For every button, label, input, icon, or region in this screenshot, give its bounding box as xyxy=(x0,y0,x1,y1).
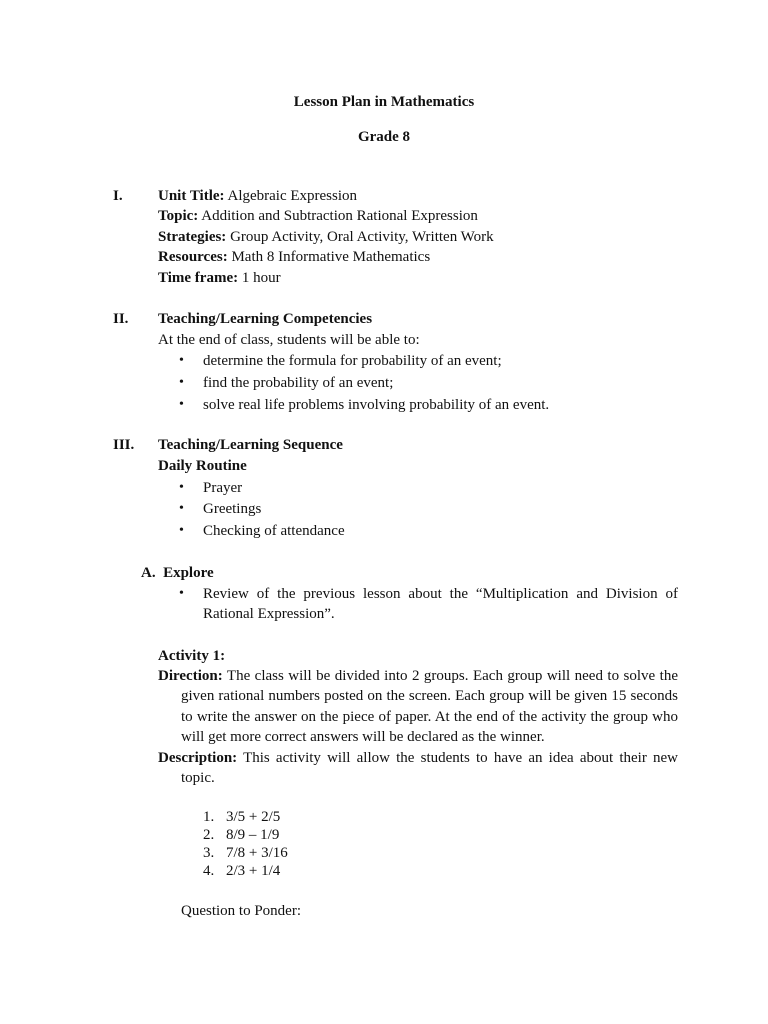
topic-line: Topic: Addition and Subtraction Rational Expression xyxy=(158,208,478,224)
section-3-heading: Teaching/Learning Sequence xyxy=(158,437,343,453)
strategies-line: Strategies: Group Activity, Oral Activity, Written Work xyxy=(158,229,494,245)
explore-heading: A. Explore xyxy=(141,565,214,581)
section-1-numeral: I. xyxy=(113,188,123,204)
section-3-numeral: III. xyxy=(113,437,135,453)
direction-line-4: will get more correct answers will be declared as the winner. xyxy=(181,729,545,745)
bullet-icon: • xyxy=(179,523,184,538)
routine-item: Prayer xyxy=(203,480,243,496)
bullet-icon: • xyxy=(179,375,184,390)
problem-item: 3/5 + 2/5 xyxy=(226,809,281,825)
routine-item: Checking of attendance xyxy=(203,523,345,539)
direction-line-1: Direction: The class will be divided into 2 groups. Each group will need to solve the xyxy=(158,668,678,684)
unit-title-line: Unit Title: Algebraic Expression xyxy=(158,188,358,204)
routine-item: Greetings xyxy=(203,501,262,517)
question-to-ponder: Question to Ponder: xyxy=(181,903,301,919)
competency-item: solve real life problems involving probability of an event. xyxy=(203,397,550,413)
section-2-intro: At the end of class, students will be able to: xyxy=(158,332,420,348)
direction-line-3: to write the answer on the piece of paper. At the end of the activity the group who xyxy=(181,709,678,725)
direction-line-2: given rational numbers posted on the screen. Each group will be given 15 seconds xyxy=(181,688,678,704)
bullet-icon: • xyxy=(179,480,184,495)
section-2-heading: Teaching/Learning Competencies xyxy=(158,311,373,327)
description-line-1: Description: This activity will allow the students to have an idea about their new xyxy=(158,750,679,766)
time-frame-line: Time frame: 1 hour xyxy=(158,270,281,286)
problem-number: 4. xyxy=(203,863,215,879)
problem-item: 2/3 + 1/4 xyxy=(226,863,281,879)
bullet-icon: • xyxy=(179,586,184,601)
bullet-icon: • xyxy=(179,353,184,368)
problem-number: 2. xyxy=(203,827,215,843)
grade-label: Grade 8 xyxy=(357,129,411,145)
competency-item: determine the formula for probability of an event; xyxy=(203,353,502,369)
problem-item: 7/8 + 3/16 xyxy=(226,845,288,861)
problem-number: 3. xyxy=(203,845,215,861)
bullet-icon: • xyxy=(179,501,184,516)
problem-number: 1. xyxy=(203,809,215,825)
competency-item: find the probability of an event; xyxy=(203,375,394,391)
description-line-2: topic. xyxy=(181,770,215,786)
daily-routine-heading: Daily Routine xyxy=(158,458,247,474)
page-title: Lesson Plan in Mathematics xyxy=(293,94,475,110)
problem-item: 8/9 – 1/9 xyxy=(226,827,280,843)
explore-review-line-2: Rational Expression”. xyxy=(203,606,335,622)
bullet-icon: • xyxy=(179,397,184,412)
activity-title: Activity 1: xyxy=(158,648,226,664)
section-2-numeral: II. xyxy=(113,311,129,327)
resources-line: Resources: Math 8 Informative Mathematics xyxy=(158,249,431,265)
explore-review-line-1: Review of the previous lesson about the “Multiplication and Division of xyxy=(203,586,678,602)
